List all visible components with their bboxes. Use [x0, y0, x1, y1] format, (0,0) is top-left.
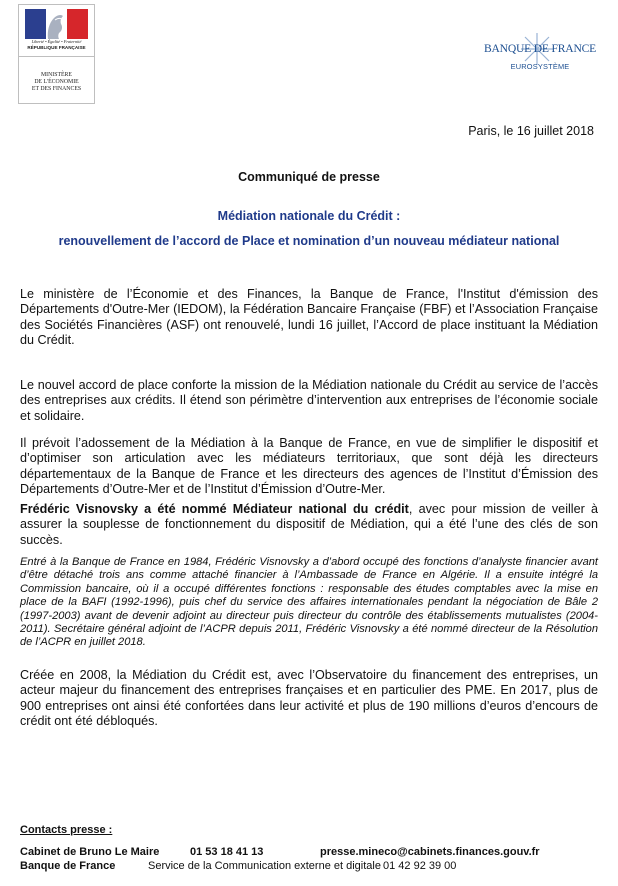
document-type: Communiqué de presse [238, 170, 380, 184]
paragraph-6: Créée en 2008, la Médiation du Crédit est, avec l’Observatoire du financement des entreprises, un acteur majeur du financement des entreprises françaises et en particulier des PME. En 2017, plus de 900 entreprises ont ainsi été confortées dans leur activité et plus de 190 millions d’euros d’encours de crédit ont été débloqués. [20, 668, 598, 729]
contact-email-link[interactable]: presse.mineco@cabinets.finances.gouv.fr [320, 846, 540, 858]
contact-phone: 01 42 92 39 00 [383, 860, 457, 872]
contact-service: Service de la Communication externe et digitale [148, 860, 381, 872]
ministry-name-line3: ET DES FINANCES [31, 86, 82, 92]
title-line-1: Médiation nationale du Crédit : [217, 209, 401, 223]
logo-divider [19, 56, 94, 57]
title-line-2: renouvellement de l’accord de Place et nomination d’un nouveau médiateur national [58, 234, 560, 248]
contact-name: Cabinet de Bruno Le Maire [20, 846, 160, 858]
release-date: Paris, le 16 juillet 2018 [468, 124, 594, 138]
ministry-name-line1: MINISTÈRE [41, 72, 72, 78]
motto-text: Liberté • Égalité • Fraternité [31, 39, 82, 44]
paragraph-4 [20, 502, 598, 548]
republic-text: RÉPUBLIQUE FRANÇAISE [27, 45, 86, 50]
ministry-logo [18, 4, 95, 104]
ministry-name [19, 72, 94, 93]
contact-phone: 01 53 18 41 13 [190, 846, 264, 858]
marianne-flag-icon [25, 9, 88, 39]
contacts-title: Contacts presse : [20, 824, 113, 836]
banque-de-france-logo [482, 32, 600, 84]
ministry-name-line2: DE L'ÉCONOMIE [34, 79, 79, 85]
nomination-highlight: Frédéric Visnovsky a été nommé Médiateur national du crédit [20, 502, 409, 516]
bdf-name-text: BANQUE DE FRANCE [483, 42, 597, 55]
biography-paragraph: Entré à la Banque de France en 1984, Frédéric Visnovsky a d’abord occupé des fonctions d’analyste financier avant d’être détaché trois ans comme attaché financier à l’Ambassade de France en Algérie. Il a ensuite intégré la Commission bancaire, où il a occupé différentes fonctions : responsable des études comptables avec la mise en place de la BAFI (1992-1996), puis chef du service des affaires internationales pendant la négociation de Bâle 2 (1997-2003) avant de devenir adjoint au directeur puis directeur du contrôle des établissements mutualistes (2004-2011). Secrétaire général adjoint de l’ACPR depuis 2011, Frédéric Visnovsky a été nommé directeur de la Résolution de l’ACPR en juillet 2018. [20, 556, 598, 649]
paragraph-4-rest: , avec pour mission de veiller à assurer la souplesse de fonctionnement du dispositif de Médiation, qui a été l’une des clés de son succès. [20, 502, 598, 547]
bdf-subtitle-text: EUROSYSTÈME [510, 62, 570, 71]
contact-name: Banque de France [20, 860, 116, 872]
paragraph-2: Le nouvel accord de place conforte la mission de la Médiation nationale du Crédit au service de l’accès des entreprises aux crédits. Il étend son périmètre d’intervention aux entreprises de l’économie sociale et solidaire. [20, 378, 598, 423]
paragraph-3: Il prévoit l’adossement de la Médiation à la Banque de France, en vue de simplifier le dispositif et d’optimiser son articulation avec les médiateurs territoriaux, que sont déjà les directeurs départementaux de la Banque de France et les directeurs des agences de l’Institut d’Émission des Départements d’Outre-Mer et de l’Institut d’Émission d’Outre-Mer. [20, 436, 598, 497]
paragraph-1: Le ministère de l’Économie et des Finances, la Banque de France, l'Institut d'émission des Départements d'Outre-Mer (IEDOM), la Fédération Bancaire Française (FBF) et l’Association Française des Sociétés Financières (ASF) ont renouvelé, lundi 16 juillet, l’Accord de place instituant la Médiation du Crédit. [20, 287, 598, 348]
